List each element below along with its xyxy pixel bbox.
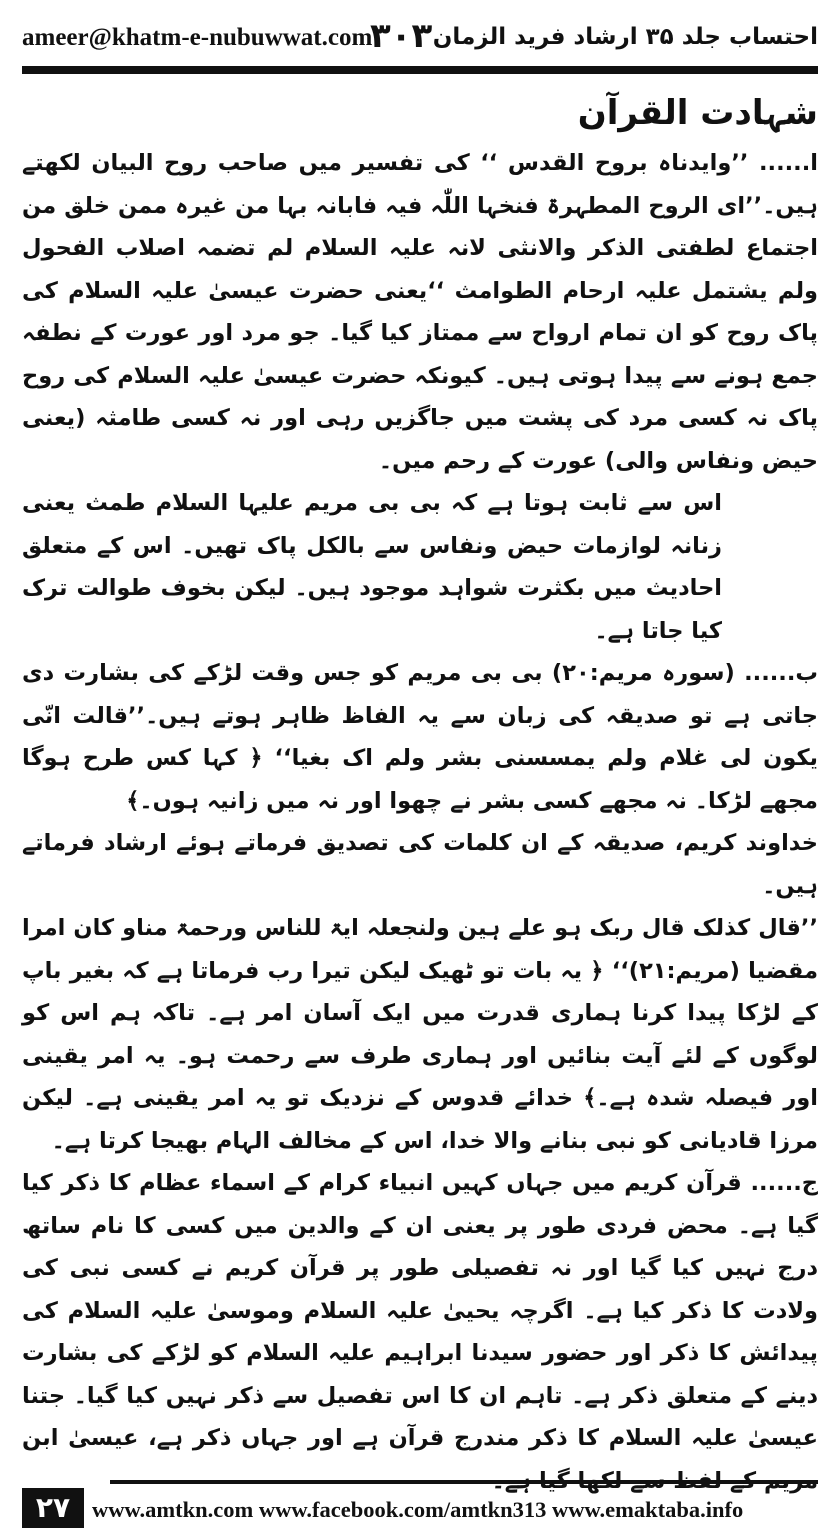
page-body xyxy=(22,84,819,1451)
section-heading: شہادت القرآن xyxy=(577,93,818,133)
footer-page-box: ۲۷ xyxy=(22,1488,84,1528)
header-rule xyxy=(22,66,818,74)
footer-links: www.amtkn.com www.facebook.com/amtkn313 www.emaktaba.info xyxy=(92,1497,744,1522)
paragraph-alif: ا...... ’’وایدناہ بروح القدس ‘‘ کی تفسیر میں صاحب روح البیان لکھتے ہیں۔’’ای الروح المطہرۃ فنخہا اللّٰہ فیہ فابانہ بہا من غیرہ ممن خلق من اجتماع لطفتی الذکر والانثی لانہ علیہ السلام لم تضمہ اصلاب الفحول ولم یشتمل علیہ ارحام الطوامث ‘‘یعنی حضرت عیسیٰ علیہ السلام کی پاک روح کو ان تمام ارواح سے ممتاز کیا گیا۔ جو مرد اور عورت کے نطفہ جمع ہونے سے پیدا ہوتی ہیں۔ کیونکہ حضرت عیسیٰ علیہ السلام کی روح پاک نہ کسی مرد کی پشت میں جاگزیں رہی اور نہ کسی طامثہ (یعنی حیض ونفاس والی) عورت کے رحم میں۔ xyxy=(22,150,818,474)
header-email: ameer@khatm-e-nubuwwat.com xyxy=(22,24,373,51)
paragraph-jeem: ج...... قرآن کریم میں جہاں کہیں انبیاء کرام کے اسماء عظام کا ذکر کیا گیا ہے۔ محض فردی طور پر یعنی ان کے والدین میں کسی کا نام ساتھ درج نہیں کیا گیا اور نہ تفصیلی طور پر قرآن کریم نے کسی نبی کی ولادت کا ذکر کیا ہے۔ اگرچہ یحییٰ علیہ السلام وموسیٰ علیہ السلام کی پیدائش کا ذکر اور حضور سیدنا ابراہیم علیہ السلام کو لڑکے کی بشارت دینے کے متعلق ذکر ہے۔ تاہم ان کا اس تفصیل سے ذکر نہیں کیا گیا۔ جتنا عیسیٰ علیہ السلام کا ذکر مندرج قرآن ہے اور جہاں ذکر ہے، عیسیٰ ابن xyxy=(22,1170,818,1451)
page-number: ۳۰۳ xyxy=(370,16,433,56)
paragraph-confirmation: خداوند کریم، صدیقہ کے ان کلمات کی تصدیق فرماتے ہوئے ارشاد فرماتے ہیں۔ xyxy=(22,830,818,899)
page-header xyxy=(22,18,818,64)
paragraph-be: ب...... (سورہ مریم:۲۰) بی بی مریم کو جس وقت لڑکے کی بشارت دی جاتی ہے تو صدیقہ کی زبان سے یہ الفاظ ظاہر ہوتے ہیں۔’’قالت انّی یکون لی غلام ولم یمسسنی بشر ولم اک بغیا‘‘ ﴿ کہا کس طرح ہوگا مجھے لڑکا۔ نہ مجھے کسی بشر نے چھوا اور نہ میں زانیہ ہوں۔﴾ xyxy=(22,660,818,814)
paragraph-proof: اس سے ثابت ہوتا ہے کہ بی بی مریم علیہا السلام طمث یعنی زنانہ لوازمات حیض ونفاس سے بالکل پاک تھیں۔ اس کے متعلق احادیث میں بکثرت شواہد موجود ہیں۔ لیکن بخوف طوالت ترک کیا جاتا ہے۔ xyxy=(22,490,722,644)
footer-rule xyxy=(110,1480,818,1484)
paragraph-quran-verse: ’’قال کذلک قال ربک ہو علے ہین ولنجعلہ ایۃ للناس ورحمۃ مناو کان امرا مقضیا (مریم:۲۱)‘‘ ﴿ یہ بات تو ٹھیک لیکن تیرا رب فرماتا ہے کہ بغیر باپ کے لڑکا پیدا کرنا ہماری قدرت میں ایک آسان امر ہے۔ تاکہ ہم اس کو لوگوں کے لئے آیت بنائیں اور ہماری طرف سے رحمت ہو۔ یہ امر یقینی اور فیصلہ شدہ ہے۔﴾ خدائے قدوس کے نزدیک تو یہ امر یقینی ہے۔ لیکن مرزا قادیانی کو نبی بنانے والا خدا، اس کے مخالف الہام بھیجا کرتا ہے۔ xyxy=(22,915,819,1154)
book-title: احتساب جلد ۳۵ ارشاد فرید الزمان xyxy=(432,24,818,50)
